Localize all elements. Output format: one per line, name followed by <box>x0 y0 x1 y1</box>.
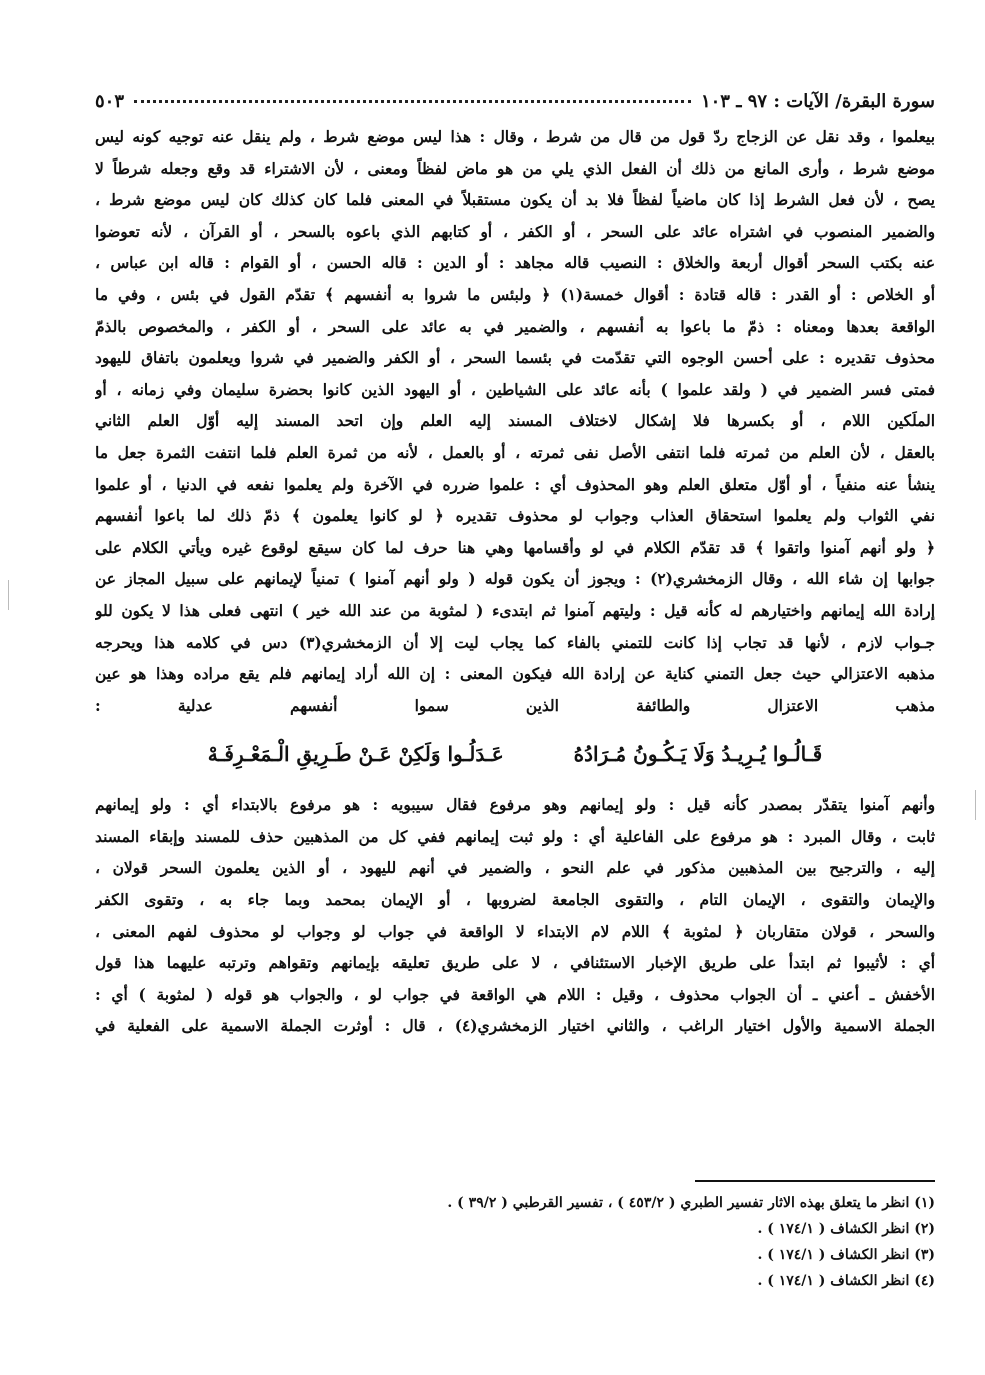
text-line: عنه بكتب السحر أقوال أربعة والخلاق : النصيب قاله مجاهد : أو الدين : قاله الحسن ، أو القوام : قاله ابن عباس ، <box>95 254 935 273</box>
footnote-item: (٤) انظر الكشاف ( ١٧٤/١ ) . <box>757 1273 935 1289</box>
text-line: يصح ، لأن فعل الشرط إذا كان ماضياً لفظاً فلا بد أن يكون مستقبلاً في المعنى فلما كان كذلك كان ليس موضع شرط ، <box>95 191 935 210</box>
text-line: أي : لأثيبوا ثم ابتدأ على طريق الإخبار الاستئنافي ، لا على طريق تعليقه بإيمانهم وتقواهم وترتبه عليهما هذا قول <box>95 954 935 973</box>
text-line: جـواب لازم ، لأنها قد تجاب إذا كانت للتمني بالفاء كما يجاب ليت إلا أن الزمخشري(٣) دس في كلامه هذا ويحرجه <box>95 633 935 652</box>
text-line: والإيمان والتقوى ، الإيمان التام ، والتقوى الجامعة لضروبها ، أو الإيمان بمحمد وبما جاء به ، وتقوى الكفر <box>95 891 935 910</box>
paragraph-2 <box>95 790 935 1043</box>
text-line: الملَكين اللام ، أو بكسرها فلا إشكال لاختلاف المسند إليه العلم وإن اتحد المسند إليه أوّل العلم الثاني <box>95 412 935 431</box>
text-line: ﴿ ولو أنهم آمنوا واتقوا ﴾ قد تقدّم الكلام في لو وأقسامها وهي هنا حرف لما كان سيقع لوقوع غيره ويأتي الكلام على <box>95 538 935 557</box>
footnote-item: (١) انظر ما يتعلق بهذه الاثار تفسير الطبري ( ٤٥٣/٢ ) ، تفسير القرطبي ( ٣٩/٢ ) . <box>447 1195 935 1211</box>
text-line: فمتى فسر الضمير في ( ولقد علموا ) بأنه عائد على الشياطين ، أو اليهود الذين كانوا بحضرة سليمان وفي زمانه ، أو <box>95 380 935 399</box>
text-line: إليه ، والترجيح بين المذهبين مذكور في علم النحو ، والضمير في أنهم لليهود ، أو الذين يعلمون السحر قولان ، <box>95 859 935 878</box>
footnote-item: (٢) انظر الكشاف ( ١٧٤/١ ) . <box>757 1221 935 1237</box>
surah-title: سورة البقرة/ الآيات : ٩٧ ـ ١٠٣ <box>700 90 935 112</box>
verse-first-hemistich: قَـالُـوا يُـرِيـدُ وَلَا يَـكُـونُ مُـرَادُهُ <box>573 742 823 767</box>
verse-second-hemistich: عَـدَلُـوا وَلَكِنْ عَـنْ طَـرِيقِ الْـمَعْـرِفَـهْ <box>207 742 504 767</box>
text-line: ثابت ، وقال المبرد : هو مرفوع على الفاعلية أي : ولو ثبت إيمانهم ففي كل من المذهبين حذف للمسند وإبقاء المسند <box>95 827 935 846</box>
footnote-item: (٣) انظر الكشاف ( ١٧٤/١ ) . <box>757 1247 935 1263</box>
running-header <box>95 86 935 116</box>
text-line: محذوف تقديره : على أحسن الوجوه التي تقدّمت في بئسما السحر ، أو الكفر والضمير في شروا ويعلمون باتفاق لليهود <box>95 349 935 368</box>
text-line: الواقعة بعدها ومعناه : ذمّ ما باعوا به أنفسهم ، والضمير في به عائد على السحر ، أو الكفر ، والمخصوص بالذمّ <box>95 317 935 336</box>
text-line: إرادة الله إيمانهم واختيارهم له كأنه قيل : وليتهم آمنوا ثم ابتدىء ( لمثوبة من عند الله خير ) انتهى فعلى هذا لا يكون للو <box>95 601 935 620</box>
text-line: مذهبه الاعتزالي حيث جعل التمني كناية عن إرادة الله فيكون المعنى : إن الله أراد إيمانهم فلم يقع مراده وهذا هو عين <box>95 665 935 684</box>
text-line: بالعقل ، لأن العلم من ثمرته فلما انتفى الأصل نفى ثمرته ، أو بالعمل ، لأنه من ثمرة العلم فلما انتفت الثمرة جعل ما <box>95 443 935 462</box>
poetry-verse <box>95 736 935 772</box>
text-line: بيعلموا ، وقد نقل عن الزجاج ردّ قول من قال من شرط ، وقال : هذا ليس موضع شرط ، ولم ينقل عنه توجيه كونه ليس <box>95 128 935 146</box>
main-text <box>95 122 935 1043</box>
text-line: جوابها إن شاء الله ، وقال الزمخشري(٢) : ويجوز أن يكون قوله ( ولو أنهم آمنوا ) تمنياً لإيمانهم على سبيل المجاز عن <box>95 570 935 589</box>
text-line: أو الخلاص : أو القدر : قاله قتادة : أقوال خمسة(١) ﴿ ولبئس ما شروا به أنفسهم ﴾ تقدّم القول في بئس ، وفي ما <box>95 285 935 304</box>
text-line: الجملة الاسمية والأول اختيار الراغب ، والثاني اختيار الزمخشري(٤) ، قال : أوثرت الجملة الاسمية على الفعلية في <box>95 1017 935 1036</box>
paragraph-1 <box>95 122 935 722</box>
text-line: ينشأ عنه منفياً ، أو أوّل متعلق العلم وهو المحذوف أي : علموا ضرره في الآخرة ولم يعلموا نفعه في الدنيا ، أو علموا <box>95 475 935 494</box>
page-number: ٥٠٣ <box>95 90 125 112</box>
text-line: الأخفش ـ أعني ـ أن الجواب محذوف ، وقيل : اللام هي الواقعة في جواب لو ، والجواب هو قوله ( لمثوبة ) أي : <box>95 985 935 1004</box>
text-line: وأنهم آمنوا يتقدّر بمصدر كأنه قيل : ولو إيمانهم وهو مرفوع فقال سيبويه : هو مرفوع بالابتداء أي : ولو إيمانهم <box>95 796 935 815</box>
text-line: والضمير المنصوب في اشتراه عائد على السحر ، أو الكفر ، أو كتابهم الذي باعوه بالسحر ، أو القرآن ، لأنه تعوضوا <box>95 222 935 241</box>
footnote-separator <box>695 1180 935 1182</box>
header-leader-dots <box>134 100 691 103</box>
footnotes <box>95 1190 935 1294</box>
text-line: والسحر ، قولان متقاربان ﴿ لمثوبة ﴾ اللام لام الابتداء لا الواقعة في جواب لو وجواب لو محذوف لفهم المعنى ، <box>95 922 935 941</box>
text-line: مذهب الاعتزال والطائفة الذين سموا أنفسهم عدلية : <box>95 696 935 715</box>
scan-margin-mark <box>8 580 9 610</box>
scan-margin-mark <box>975 790 976 820</box>
text-line: نفي الثواب ولم يعلموا استحقاق العذاب وجواب لو محذوف تقديره ﴿ لو كانوا يعلمون ﴾ ذمّ ذلك لما باعوا أنفسهم <box>95 507 935 526</box>
text-line: موضع شرط ، وأرى المانع من ذلك أن الفعل الذي يلي من هو ماض لفظاً ومعنى ، لأن الاشتراء قد وقع وجعله شرطاً لا <box>95 159 935 178</box>
